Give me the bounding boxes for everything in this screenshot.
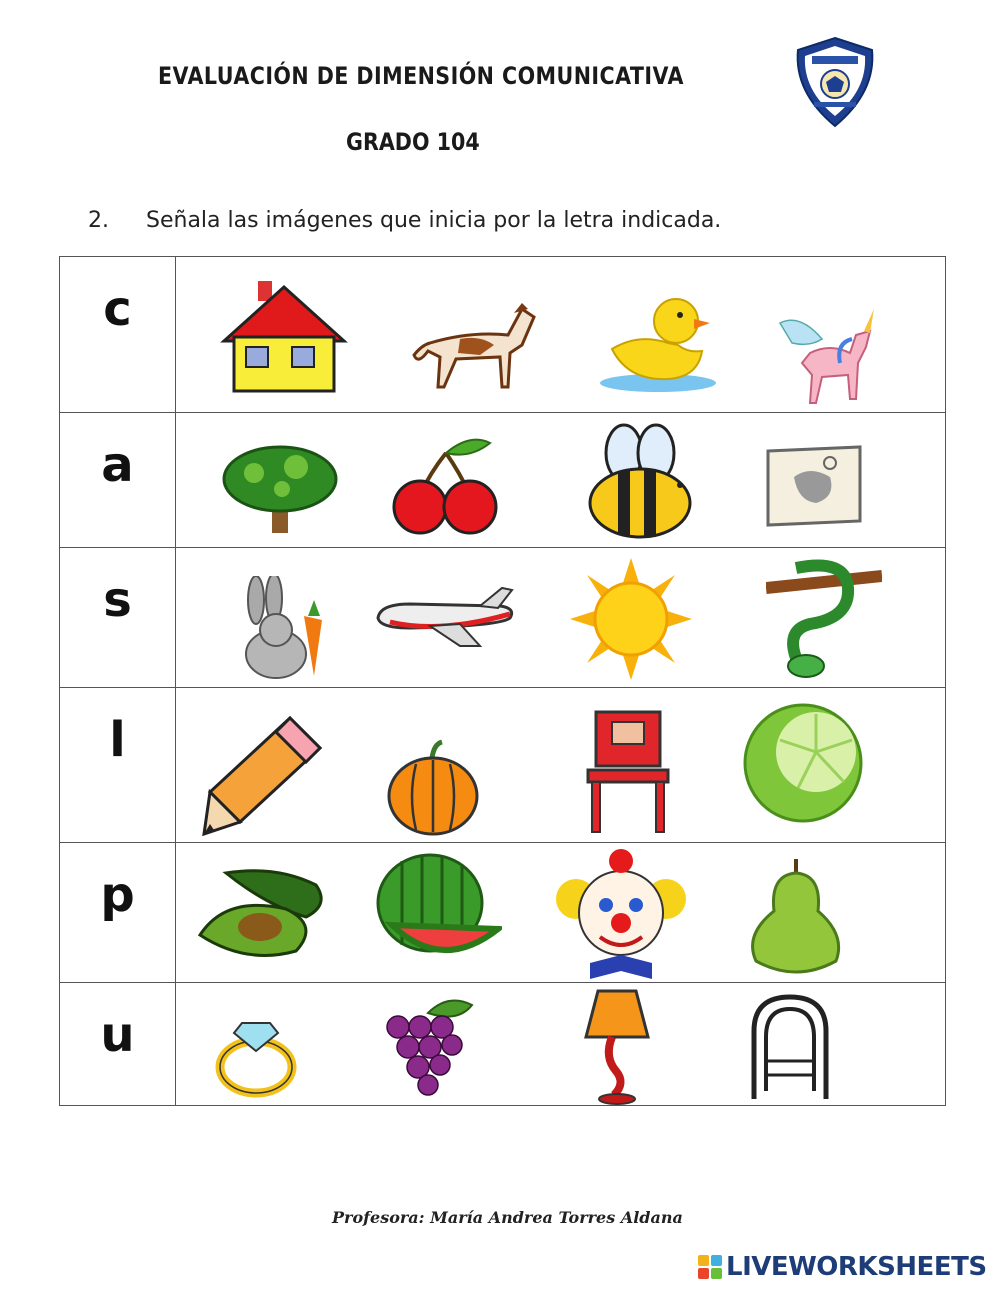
grade-label: GRADO 104 xyxy=(346,128,480,156)
instruction xyxy=(88,208,721,233)
snake-image[interactable] xyxy=(766,548,882,688)
pear-image[interactable] xyxy=(740,857,850,979)
pumpkin-image[interactable] xyxy=(386,738,480,838)
duck-image[interactable] xyxy=(598,293,720,393)
liveworksheets-icon xyxy=(698,1255,722,1279)
row-letter: a xyxy=(60,413,176,547)
avocado-image[interactable] xyxy=(196,865,330,961)
house-image[interactable] xyxy=(220,277,348,395)
sun-image[interactable] xyxy=(568,556,694,682)
horse-image[interactable] xyxy=(410,295,540,395)
row-letter: s xyxy=(60,548,176,687)
rabbit-image[interactable] xyxy=(234,576,330,680)
bee-image[interactable] xyxy=(584,423,700,541)
cherries-image[interactable] xyxy=(390,433,502,537)
table-row xyxy=(60,547,945,687)
table-row xyxy=(60,687,945,842)
row-letter: p xyxy=(60,843,176,982)
instruction-number: 2. xyxy=(88,208,109,233)
chair-image[interactable] xyxy=(582,708,674,834)
pencil-image[interactable] xyxy=(200,712,326,836)
clown-image[interactable] xyxy=(554,843,688,983)
table-row xyxy=(60,412,945,547)
unicorn-image[interactable] xyxy=(770,303,880,413)
fingernail-image[interactable] xyxy=(740,991,840,1103)
worksheet-title: EVALUACIÓN DE DIMENSIÓN COMUNICATIVA xyxy=(158,62,684,90)
airplane-image[interactable] xyxy=(370,584,520,654)
ring-image[interactable] xyxy=(212,1009,302,1099)
school-crest xyxy=(792,36,878,128)
logo-text: LIVEWORKSHEETS xyxy=(726,1252,987,1282)
map-image[interactable] xyxy=(760,441,870,531)
table-row xyxy=(60,257,945,412)
tree-image[interactable] xyxy=(220,437,340,537)
letter-image-table xyxy=(59,256,946,1106)
instruction-text: Señala las imágenes que inicia por la letra indicada. xyxy=(146,208,722,233)
row-letter: l xyxy=(60,688,176,842)
table-row xyxy=(60,842,945,982)
table-row xyxy=(60,982,945,1105)
lime-image[interactable] xyxy=(740,700,866,826)
lamp-image[interactable] xyxy=(582,987,652,1105)
row-letter: c xyxy=(60,257,176,412)
row-letter: u xyxy=(60,983,176,1105)
watermelon-image[interactable] xyxy=(372,853,502,975)
teacher-credit: Profesora: María Andrea Torres Aldana xyxy=(332,1208,683,1227)
grapes-image[interactable] xyxy=(368,993,478,1103)
liveworksheets-logo[interactable] xyxy=(698,1252,987,1282)
